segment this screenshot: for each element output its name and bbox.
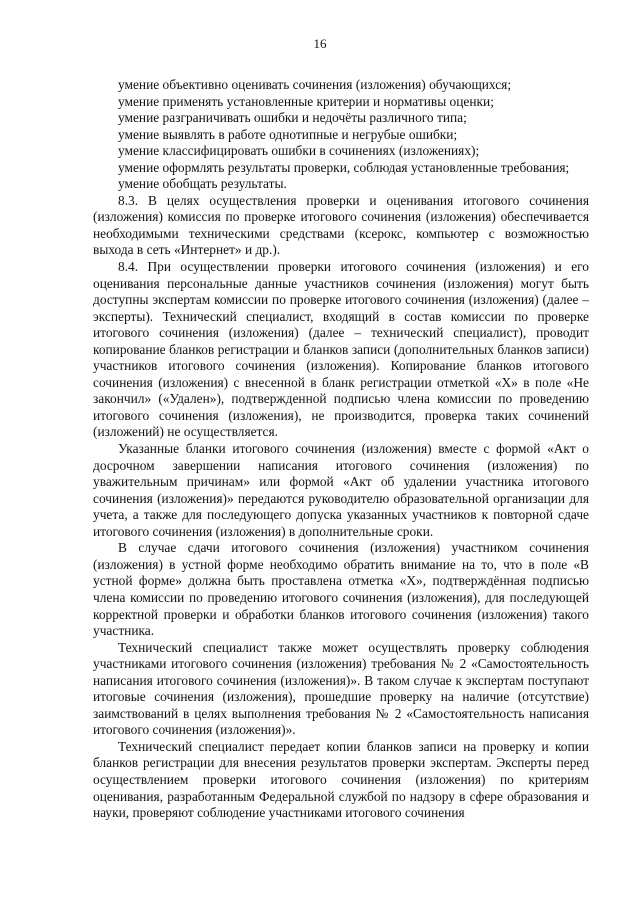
paragraph: Технический специалист также может осуществлять проверку соблюдения участниками итогового сочинения (изложения) требования № 2 «Самостоятельность написания итогового сочинения (изложения)». В таком случае к экспертам поступают итоговые сочинения (изложения), прошедшие проверку на наличие (отсутствие) заимствований в целях выполнения требования № 2 «Самостоятельность написания итогового сочинения (изложения)». [93,639,589,738]
page-body [93,77,589,822]
list-item: умение применять установленные критерии и нормативы оценки; [118,93,494,109]
page-number: 16 [313,36,327,51]
paragraph: 8.3. В целях осуществления проверки и оценивания итогового сочинения (изложения) комиссия по проверке итогового сочинения (изложения) обеспечивается необходимыми техническими средствами (ксерокс, компьютер с возможностью выхода в сеть «Интернет» и др.). [93,192,589,258]
list-item: умение классифицировать ошибки в сочинениях (изложениях); [118,143,480,159]
list-item: умение оформлять результаты проверки, соблюдая установленные требования; [118,159,570,175]
paragraph: В случае сдачи итогового сочинения (изложения) участником сочинения (изложения) в устной форме необходимо обратить внимание на то, что в поле «В устной форме» должна быть проставлена отметка «Х», подтверждённая подписью члена комиссии по проведению итогового сочинения (изложения), для последующей корректной проверки и обработки бланков итогового сочинения (изложения) такого участника. [93,540,589,639]
list-item: умение выявлять в работе однотипные и негрубые ошибки; [118,126,458,142]
paragraph: Технический специалист передает копии бланков записи на проверку и копии бланков регистрации для внесения результатов проверки экспертам. Эксперты перед осуществлением проверки итогового сочинения (изложения) по критериям оценивания, разработанным Федеральной службой по надзору в сфере образования и науки, проверяют соблюдение участниками итогового сочинения [93,738,589,821]
paragraph: 8.4. При осуществлении проверки итогового сочинения (изложения) и его оценивания персональные данные участников сочинения (изложения) могут быть доступны экспертам комиссии по проверке итогового сочинения (изложения) (далее – эксперты). Технический специалист, входящий в состав комиссии по проверке итогового сочинения (изложения) (далее – технический специалист), проводит копирование бланков регистрации и бланков записи (дополнительных бланков записи) участников итогового сочинения (изложения). Копирование бланков итогового сочинения (изложения) с внесенной в бланк регистрации отметкой «Х» в поле «Не закончил» («Удален»), подтвержденной подписью члена комиссии по проведению итогового сочинения (изложения), не производится, проверка таких сочинений (изложений) не осуществляется. [93,259,589,440]
list-item: умение объективно оценивать сочинения (изложения) обучающихся; [118,77,512,92]
paragraph: Указанные бланки итогового сочинения (изложения) вместе с формой «Акт о досрочном завершении написания итогового сочинения (изложения) по уважительным причинам» или формой «Акт об удалении участника итогового сочинения (изложения)» передаются руководителю образовательной организации для учета, а также для последующего допуска указанных участников к повторной сдаче итогового сочинения (изложения) в дополнительные сроки. [93,441,589,539]
list-item: умение обобщать результаты. [118,176,287,192]
list-item: умение разграничивать ошибки и недочёты различного типа; [118,110,467,126]
